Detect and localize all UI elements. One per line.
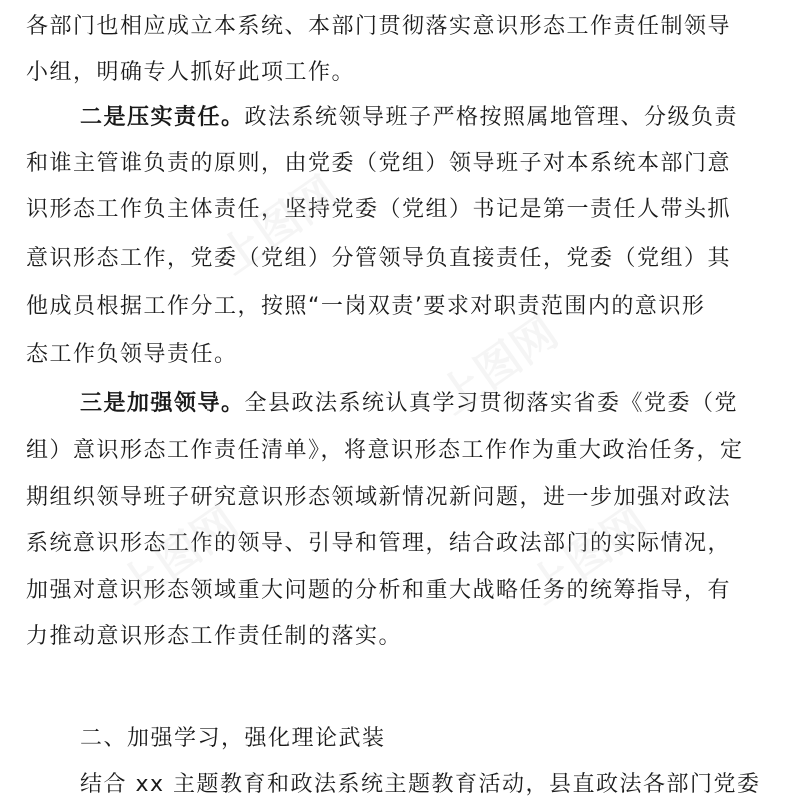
paragraph-line (26, 292, 778, 322)
line-text: 他成员根据工作分工，按照“一岗双责’要求对职责范围内的意识形 (26, 294, 706, 319)
section-heading (80, 724, 778, 754)
line-text: 各部门也相应成立本系统、本部门贯彻落实意识形态工作责任制领导 (26, 14, 732, 39)
paragraph-line (26, 244, 778, 274)
watermark: 上图网 (109, 496, 248, 615)
paragraph-line (80, 389, 778, 419)
paragraph-line (26, 340, 778, 370)
line-text: 系统意识形态工作的领导、引导和管理，结合政法部门的实际情况， (26, 531, 732, 556)
paragraph-line (26, 622, 778, 652)
paragraph-line (26, 195, 778, 225)
line-text: 加强对意识形态领域重大问题的分析和重大战略任务的统筹指导，有 (26, 578, 732, 603)
line-text: 小组，明确专人抓好此项工作。 (26, 60, 356, 85)
line-text: 政法系统领导班子严格按照属地管理、分级负责 (244, 105, 739, 130)
line-text: 态工作负领导责任。 (26, 342, 238, 367)
watermark: 上图网 (429, 306, 568, 425)
paragraph-line (26, 58, 778, 88)
watermark: 上图网 (209, 166, 348, 285)
paragraph-line (26, 529, 778, 559)
line-text: 和谁主管谁负责的原则，由党委（党组）领导班子对本系统本部门意 (26, 151, 732, 176)
paragraph-line (26, 436, 778, 466)
paragraph-line (26, 483, 778, 513)
paragraph-line (26, 149, 778, 179)
line-text: 期组织领导班子研究意识形态领域新情况新问题，进一步加强对政法 (26, 485, 732, 510)
line-text: 意识形态工作，党委（党组）分管领导负直接责任，党委（党组）其 (26, 246, 732, 271)
section-heading-bold: 二是压实责任。 (80, 105, 245, 130)
line-text: 全县政法系统认真学习贯彻落实省委《党委（党 (244, 391, 739, 416)
paragraph-line (26, 12, 778, 42)
paragraph-line (26, 576, 778, 606)
watermark: 上图网 (519, 496, 658, 615)
line-text: 组）意识形态工作责任清单》，将意识形态工作作为重大政治任务，定 (26, 438, 744, 463)
line-text: 结合 xx 主题教育和政法系统主题教育活动，县直政法各部门党委 (80, 772, 761, 797)
line-text: 识形态工作负主体责任，坚持党委（党组）书记是第一责任人带头抓 (26, 197, 732, 222)
heading-text: 二、加强学习，强化理论武装 (80, 726, 386, 751)
section-heading-bold: 三是加强领导。 (80, 391, 245, 416)
paragraph-line (80, 103, 778, 133)
line-text: 力推动意识形态工作责任制的落实。 (26, 624, 403, 649)
paragraph-line (80, 770, 778, 800)
